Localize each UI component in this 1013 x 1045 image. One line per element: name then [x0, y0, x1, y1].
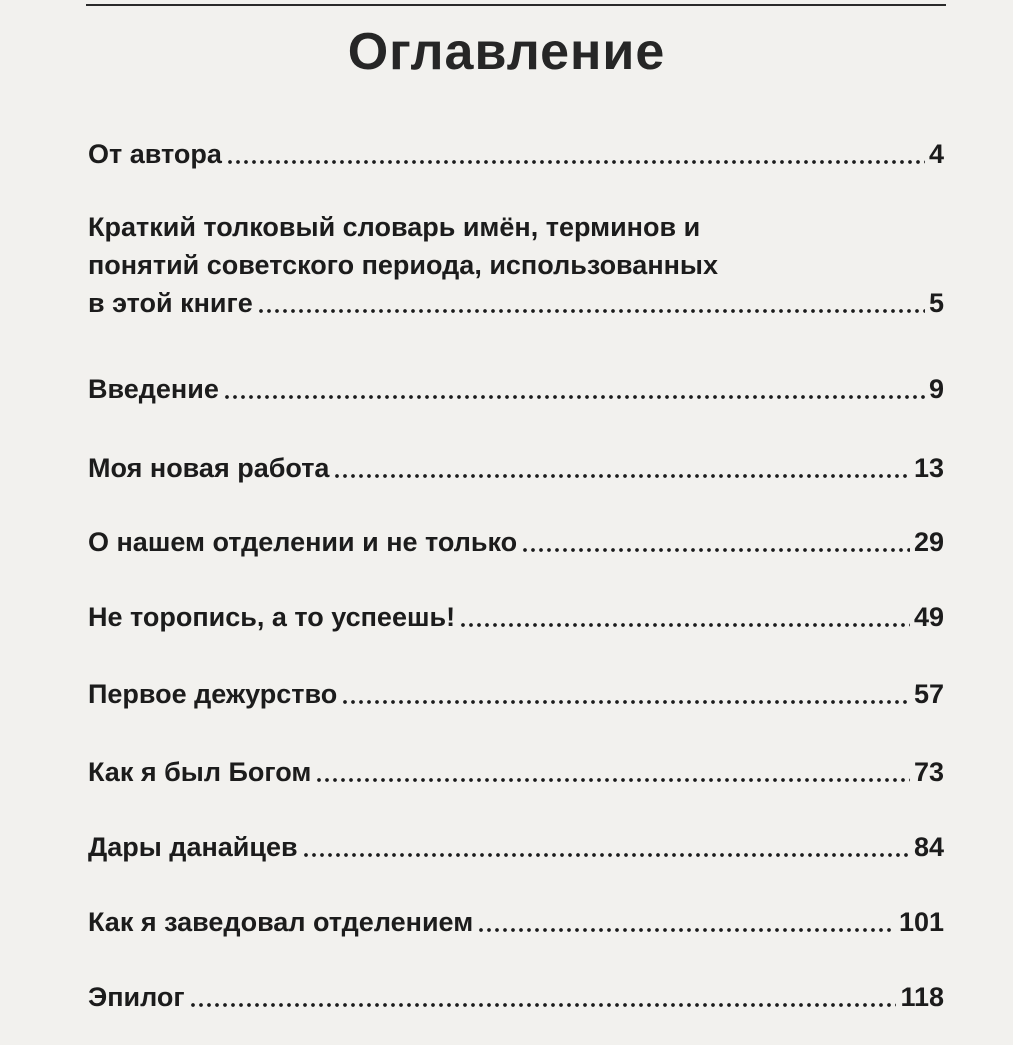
toc-entry-title-line: Краткий толковый словарь имён, терминов и — [88, 212, 701, 242]
toc-entry-title: Не торопись, а то успеешь! — [88, 602, 456, 632]
toc-dot-leader — [315, 753, 910, 791]
toc-entry-9[interactable] — [88, 903, 944, 941]
toc-entry-title: Как я заведовал отделением — [88, 907, 474, 937]
toc-entry-title: От автора — [88, 139, 222, 169]
toc-page-number: 118 — [900, 982, 944, 1012]
toc-entry-title: в этой книге — [88, 288, 253, 318]
toc-dot-leader — [333, 449, 910, 487]
toc-entry-0[interactable] — [88, 135, 944, 173]
toc-dot-leader — [459, 598, 910, 636]
toc-entry-3[interactable] — [88, 449, 944, 487]
toc-entry-7[interactable] — [88, 753, 944, 791]
toc-dot-leader — [302, 828, 910, 866]
toc-entry-title: Моя новая работа — [88, 453, 330, 483]
toc-page-number: 57 — [913, 679, 944, 709]
toc-entry-title: О нашем отделении и не только — [88, 527, 518, 557]
toc-entry-8[interactable] — [88, 828, 944, 866]
page-title: Оглавление — [347, 23, 666, 81]
toc-page-number: 29 — [913, 527, 944, 557]
toc-dot-leader — [257, 284, 925, 322]
toc-entry-title: Первое дежурство — [88, 679, 338, 709]
toc-dot-leader — [223, 370, 925, 408]
toc-entry-5[interactable] — [88, 598, 944, 636]
toc-entry-4[interactable] — [88, 523, 944, 561]
toc-dot-leader — [477, 903, 895, 941]
toc-dot-leader — [521, 523, 910, 561]
toc-entry-title-line: понятий советского периода, использованных — [88, 250, 719, 280]
toc-entry-10[interactable] — [88, 978, 944, 1016]
toc-page-number: 13 — [913, 453, 944, 483]
toc-entry-title: Введение — [88, 374, 219, 404]
toc-page-number: 73 — [913, 757, 944, 787]
toc-dot-leader — [341, 675, 910, 713]
toc-entry-2[interactable] — [88, 370, 944, 408]
toc-entry-title: Как я был Богом — [88, 757, 312, 787]
toc-page-number: 4 — [928, 139, 944, 169]
toc-dot-leader — [189, 978, 897, 1016]
toc-entry-title: Дары данайцев — [88, 832, 298, 862]
toc-entry-6[interactable] — [88, 675, 944, 713]
toc-entry-title: Эпилог — [88, 982, 185, 1012]
toc-page-number: 101 — [898, 907, 944, 937]
top-rule — [86, 4, 946, 6]
toc-page-number: 84 — [913, 832, 944, 862]
toc-page-number: 49 — [913, 602, 944, 632]
toc-page-number: 5 — [928, 288, 944, 318]
toc-entry-1[interactable] — [88, 208, 944, 322]
toc-dot-leader — [226, 135, 925, 173]
toc-page-number: 9 — [928, 374, 944, 404]
